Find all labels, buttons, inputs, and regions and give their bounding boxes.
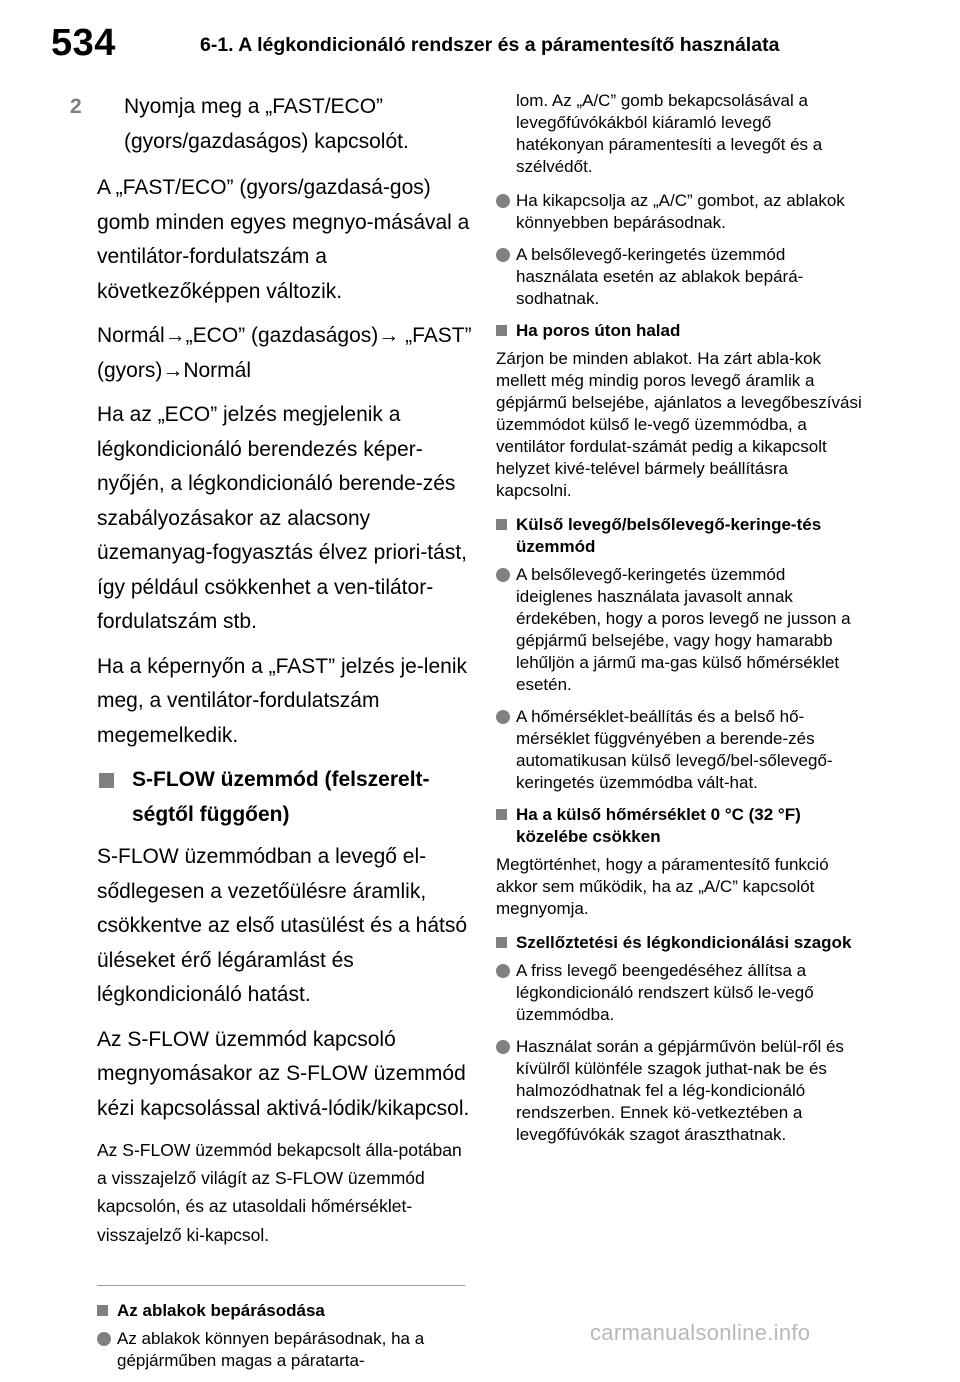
right-column [496, 90, 862, 1156]
section-heading-sflow [97, 763, 475, 832]
bullet-text: Az ablakok könnyen bepárásodnak, ha a gépjárműben magas a páratarta- [117, 1328, 425, 1370]
section-heading-dust [496, 320, 862, 342]
circle-bullet-icon [97, 1332, 111, 1346]
heading-text: Ha a külső hőmérséklet 0 °C (32 °F) közelébe csökken [516, 805, 801, 846]
paragraph: A „FAST/ECO” (gyors/gazdasá-gos) gomb minden egyes megnyo-másával a ventilátor-fordulatszám a következőképpen változik. [97, 176, 470, 303]
divider [97, 1285, 465, 1286]
bullet-text: A friss levegő beengedéséhez állítsa a légkondicionáló rendszert külső le-vegő üzemmódba. [516, 961, 814, 1024]
square-bullet-icon [496, 809, 507, 820]
note-paragraph: Az S-FLOW üzemmód bekapcsolt álla-potában a visszajelző világít az S-FLOW üzemmód kapcsolón, és az utasoldali hőmérséklet-visszajelző ki-kapcsol. [97, 1140, 462, 1245]
bullet-item [496, 706, 862, 794]
bullet-text: A hőmérséklet-beállítás és a belső hő-mérséklet függvényében a berende-zés automatikusan külső levegő/bel-sőlevegő-keringetés üzemmódba vált-hat. [516, 707, 833, 792]
circle-bullet-icon [496, 710, 510, 724]
paragraph: Ha a képernyőn a „FAST” jelzés je-lenik meg, a ventilátor-fordulatszám megemelkedik. [97, 654, 467, 747]
bullet-item [496, 244, 862, 310]
circle-bullet-icon [496, 568, 510, 582]
section-heading-odors [496, 932, 862, 954]
page-header [0, 0, 960, 76]
circle-bullet-icon [496, 248, 510, 262]
heading-text: Külső levegő/belsőlevegő-keringe-tés üzemmód [516, 515, 822, 556]
left-column [70, 90, 475, 1382]
heading-text: S-FLOW üzemmód (felszerelt-ségtől függően) [132, 768, 430, 826]
paragraph: Zárjon be minden ablakot. Ha zárt abla-kok mellett még mindig poros levegő áramlik a gépjármű belsejébe, ajánlatos a levegőbeszívási üzemmódot külső le-vegő üzemmódba, a ventilátor fordulat-számát pedig a kikapcsolt helyzet kivé-telével bármely beállításra kapcsolni. [496, 349, 862, 500]
section-heading-cold [496, 804, 862, 848]
page-number: 534 [51, 22, 116, 64]
heading-text: Szellőztetési és légkondicionálási szagok [516, 933, 852, 952]
bullet-item [496, 564, 862, 696]
bullet-item [496, 1036, 862, 1146]
square-bullet-icon [99, 773, 114, 788]
circle-bullet-icon [496, 964, 510, 978]
circle-bullet-icon [496, 194, 510, 208]
paragraph: Megtörténhet, hogy a páramentesítő funkció akkor sem működik, ha az „A/C” kapcsolót megnyomja. [496, 855, 829, 918]
bullet-item [97, 1328, 475, 1372]
bullet-text: A belsőlevegő-keringetés üzemmód használata esetén az ablakok bepárá-sodhatnak. [516, 245, 804, 308]
step-number: 2 [70, 95, 82, 118]
bullet-item [496, 960, 862, 1026]
step-2 [70, 90, 475, 159]
section-heading-air-mode [496, 514, 862, 558]
square-bullet-icon [496, 519, 507, 530]
section-heading-fog [97, 1300, 475, 1322]
bullet-text: Használat során a gépjárművön belül-ről és kívülről különféle szagok juthat-nak be és halmozódhatnak fel a lég-kondicionáló rendszerben. Ennek kö-vetkeztében a levegőfúvókák szagot áraszthatnak. [516, 1037, 844, 1144]
watermark: carmanualsonline.info [590, 1320, 811, 1345]
circle-bullet-icon [496, 1040, 510, 1054]
continued-text: lom. Az „A/C” gomb bekapcsolásával a levegőfúvókákból kiáramló levegő hatékonyan páramentesíti a levegőt és a szélvédőt. [516, 91, 823, 176]
heading-text: Ha poros úton halad [516, 321, 681, 340]
bullet-text: Ha kikapcsolja az „A/C” gombot, az ablakok könnyebben bepárásodnak. [516, 191, 845, 232]
paragraph: Ha az „ECO” jelzés megjelenik a légkondicionáló berendezés képer-nyőjén, a légkondicionáló berende-zés szabályozásakor az alacsony üzemanyag-fogyasztás élvez priori-tást, így például csökkenhet a ven-tilátor-fordulatszám stb. [97, 403, 467, 633]
paragraph: S-FLOW üzemmódban a levegő el-sődlegesen a vezetőülésre áramlik, csökkentve az első utasülést és a hátsó üléseket érő légáramlást és légkondicionáló hatást. [97, 845, 468, 1006]
step-text: Nyomja meg a „FAST/ECO” (gyors/gazdaságos) kapcsolót. [124, 95, 409, 153]
square-bullet-icon [496, 325, 507, 336]
heading-text: Az ablakok bepárásodása [117, 1300, 325, 1320]
chapter-title: 6-1. A légkondicionáló rendszer és a páramentesítő használata [200, 34, 780, 56]
paragraph: Az S-FLOW üzemmód kapcsoló megnyomásakor az S-FLOW üzemmód kézi kapcsolással aktivá-lódik/kikapcsol. [97, 1027, 470, 1120]
bullet-item [496, 190, 862, 234]
square-bullet-icon [97, 1305, 108, 1316]
square-bullet-icon [496, 937, 507, 948]
paragraph: Normál→„ECO” (gazdaságos)→ „FAST” (gyors)→Normál [97, 324, 472, 382]
bullet-text: A belsőlevegő-keringetés üzemmód ideiglenes használata javasolt annak érdekében, hogy a poros levegő ne jusson a gépjármű belsejébe, vagy hogy hamarabb lehűljön a jármű ma-gas külső hőmérséklet esetén. [516, 565, 851, 694]
